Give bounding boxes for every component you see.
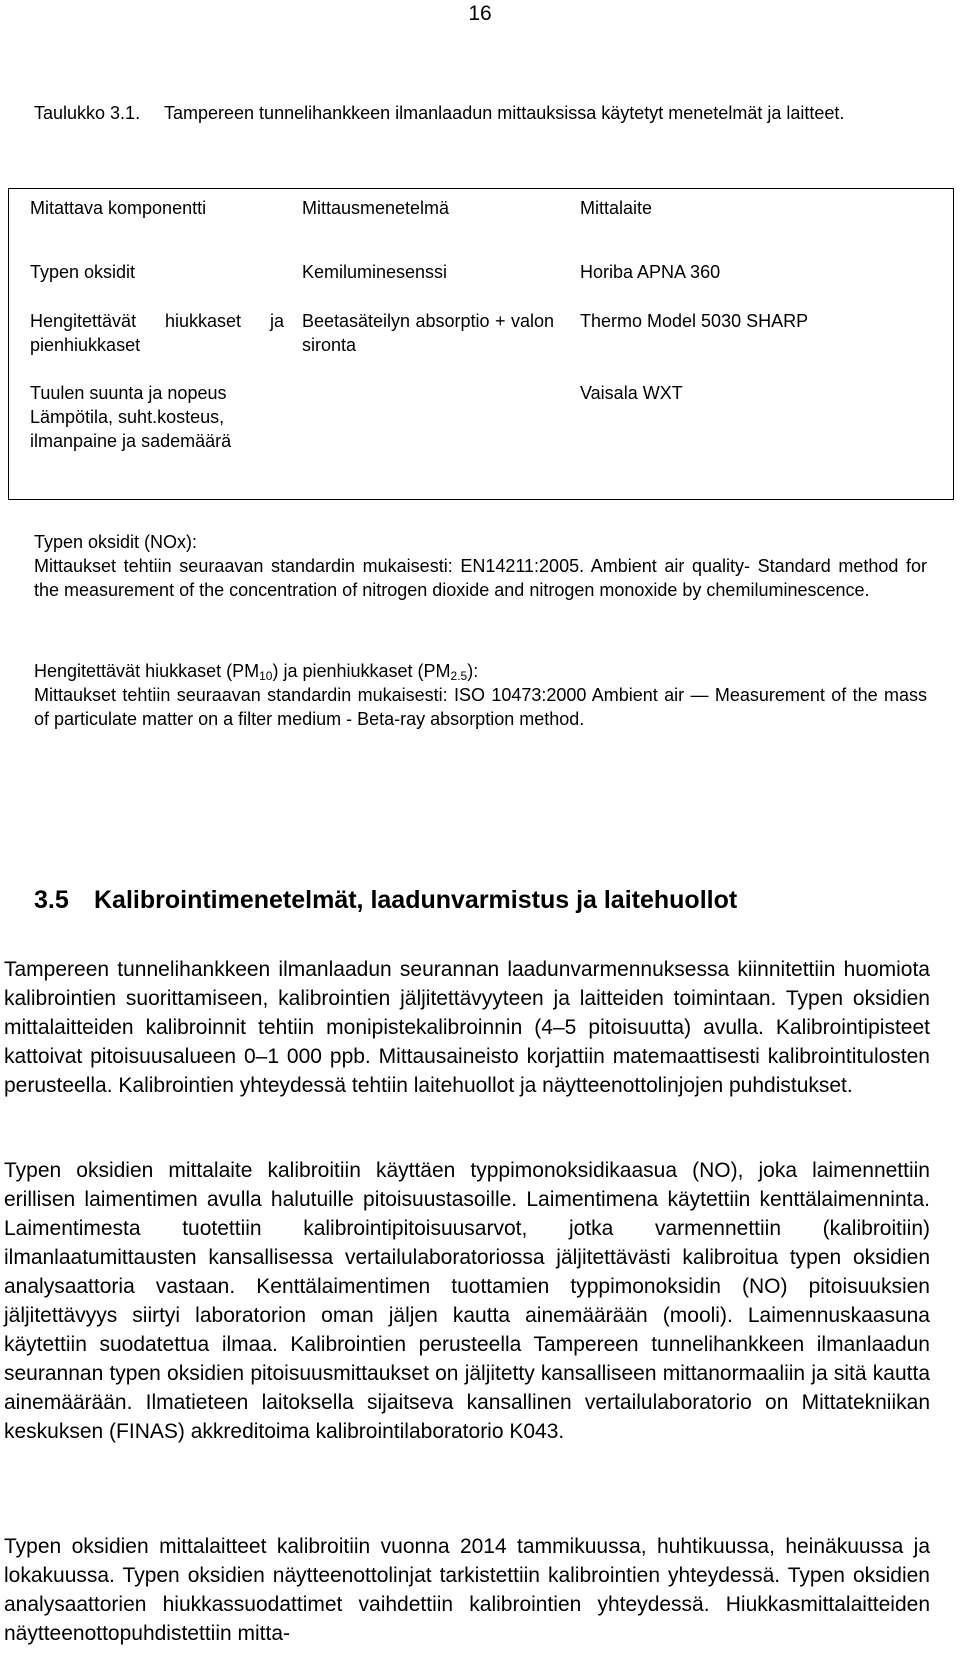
paragraph: Tampereen tunnelihankkeen ilmanlaadun seurannan laadunvarmennuksessa kiinnitettiin huomiota kalibrointien suorittamiseen, kalibrointien jäljitettävyyteen ja laitteiden toimintaan. Typen oksidien mittalaitteiden kalibroinnit tehtiin monipistekalibroinnin (4–5 pitoisuutta) avulla. Kalibrointipisteet kattoivat pitoisuusalueen 0–1 000 ppb. Mittausaineisto korjattiin matemaattisesti kalibrointitulosten perusteella. Kalibrointien yhteydessä tehtiin laitehuollot ja näytteenottolinjojen puhdistukset. [4,958,930,1097]
page-number: 16 [468,2,492,25]
table-cell-component: Typen oksidit [30,262,136,282]
table-cell-device: Thermo Model 5030 SHARP [580,311,809,331]
caption-label: Taulukko 3.1. [34,103,141,123]
table-cell-component: Tuulen suunta ja nopeus Lämpötila, suht.kosteus, ilmanpaine ja sademäärä [30,383,232,451]
section-heading [34,884,934,916]
pm-section [34,659,927,731]
table-cell-device: Horiba APNA 360 [580,262,721,282]
table-header-device: Mittalaite [580,198,653,218]
table-header-method: Mittausmenetelmä [302,198,450,218]
nox-section [34,530,927,602]
table-cell-method: Beetasäteilyn absorptio + valon sironta [302,311,554,355]
caption-text: Tampereen tunnelihankkeen ilmanlaadun mittauksissa käytetyt menetelmät ja laitteet. [164,103,845,123]
nox-text: Mittaukset tehtiin seuraavan standardin mukaisesti: EN14211:2005. Ambient air quality- Standard method for the measurement of the concentration of nitrogen dioxide and nitrogen monoxide by chemiluminescence. [34,556,927,600]
methods-table [8,188,954,500]
table-cell-method: Kemiluminesenssi [302,262,448,282]
table-cell-component: Hengitettävät hiukkaset ja pienhiukkaset [30,311,284,355]
table-header-component: Mitattava komponentti [30,198,207,218]
heading-number: 3.5 [34,886,69,914]
pm-text: Mittaukset tehtiin seuraavan standardin mukaisesti: ISO 10473:2000 Ambient air — Measurement of the mass of particulate matter on a filter medium - Beta-ray absorption method. [34,685,927,729]
table-cell-device: Vaisala WXT [580,383,683,403]
nox-title: Typen oksidit (NOx): [34,532,198,552]
pm-title: Hengitettävät hiukkaset $(PM_{10})$ ja pienhiukkaset $(PM_{2.5})$: [34,661,479,683]
paragraph: Typen oksidien mittalaitteet kalibroitiin vuonna 2014 tammikuussa, huhtikuussa, heinäkuussa ja lokakuussa. Typen oksidien näytteenottolinjat tarkistettiin kalibrointien yhteydessä. Typen oksidien analysaattorien hiukkassuodattimet vaihdettiin kalibrointien yhteydessä. Hiukkasmittalaitteiden näytteenottopuhdistettiin mitta- [4,1535,930,1645]
heading-title: Kalibrointimenetelmät, laadunvarmistus ja laitehuollot [94,886,738,914]
paragraph: Typen oksidien mittalaite kalibroitiin käyttäen typpimonoksidikaasua (NO), joka laimennettiin erillisen laimentimen avulla halutuille pitoisuustasoille. Laimentimena käytettiin kenttälaimenninta. Laimentimesta tuotettiin kalibrointipitoisuusarvot, jotka varmennettiin (kalibroitiin) ilmanlaatumittausten kansallisessa vertailulaboratoriossa jäljitettävästi kalibroitua typen oksidien analysaattoria vastaan. Kenttälaimentimen tuottamien typpimonoksidin (NO) pitoisuuksien jäljitettävyys siirtyi laboratorion oman jäljen kautta ainemäärään (mooli). Laimennuskaasuna käytettiin suodatettua ilmaa. Kalibrointien perusteella Tampereen tunnelihankkeen ilmanlaadun seurannan typen oksidien pitoisuusmittaukset on jäljitetty kansalliseen mittanormaaliin ja sitä kautta ainemäärään. Ilmatieteen laitoksella sijaitseva kansallinen vertailulaboratorio on Mittatekniikan keskuksen (FINAS) akkreditoima kalibrointilaboratorio K043. [4,1159,930,1443]
